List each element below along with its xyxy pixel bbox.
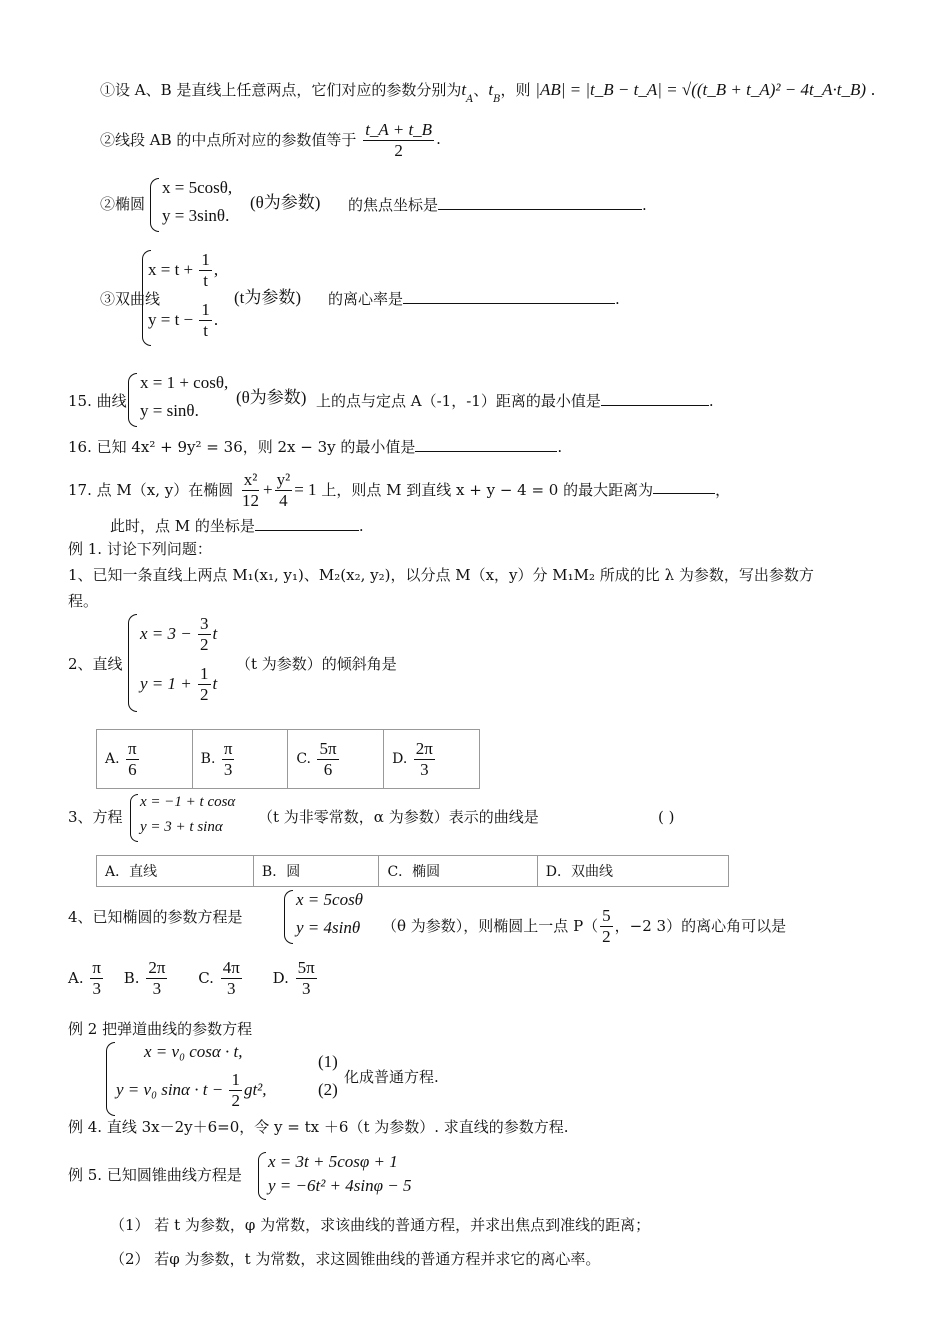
ex2-eq2-text: y = v₀ sinα · t − bbox=[116, 1080, 224, 1100]
q2-option-c-letter: C. bbox=[296, 751, 311, 767]
q2-options-table bbox=[96, 729, 480, 789]
ex5-q1: （1） 若 t 为参数，φ 为常数，求该曲线的普通方程，并求出焦点到准线的距离； bbox=[110, 1216, 651, 1234]
q2-option-c-den: 6 bbox=[323, 759, 333, 779]
ex1-q3-eq2: y = 3 + t sinα bbox=[140, 819, 223, 835]
q17: 17. 点 M（x, y）在椭圆 $\frac{\text{x²}}{12}$ + $\frac{\text{y²}}{4}$ = 1 上，则点 M 到直线 x + y − 4 = 0 的最大距离为 ， bbox=[68, 470, 731, 510]
q2-option-a-den: 6 bbox=[128, 759, 137, 779]
ex1-q2-label: 2、直线 bbox=[68, 655, 123, 673]
property-1-text: ①设 A、B 是直线上任意两点，它们对应的参数分别为 bbox=[100, 81, 462, 99]
ellipse-eq1: x = 5cosθ, bbox=[162, 178, 233, 197]
q3-option-b[interactable]: B．圆 bbox=[253, 856, 379, 887]
ex5-q2: （2） 若φ 为参数，t 为常数，求这圆锥曲线的普通方程并求它的离心率。 bbox=[110, 1250, 601, 1268]
ex2-brace bbox=[106, 1042, 115, 1116]
q4-option-b-letter: B. bbox=[123, 969, 140, 988]
ex1-q1-cont: 程。 bbox=[68, 592, 99, 610]
q2-option-b-den: 3 bbox=[223, 759, 233, 779]
ex1-title: 例 1. 讨论下列问题： bbox=[68, 540, 212, 558]
ex1-q2-brace bbox=[128, 614, 137, 712]
q2-option-d-letter: D. bbox=[392, 751, 408, 767]
q4-option-d-letter: D. bbox=[272, 969, 289, 988]
q17-coord: 此时，点 M 的坐标是 . bbox=[110, 517, 364, 535]
q3-options-table bbox=[96, 855, 729, 887]
hyperbola-label: ③双曲线 bbox=[100, 290, 161, 308]
q15-tail-text: 上的点与定点 A（-1，-1）距离的最小值是 bbox=[316, 392, 601, 410]
property-2-den: 2 bbox=[394, 140, 403, 160]
ellipse-label: ②椭圆 bbox=[100, 195, 146, 213]
q4-option-a-num: π bbox=[92, 958, 101, 977]
ellipse-answer-blank bbox=[438, 209, 642, 210]
hyperbola-frac1-den: t bbox=[203, 270, 209, 290]
q4-option-a-den: 3 bbox=[92, 978, 101, 998]
q17-text-b: 上，则点 M 到直线 x + y − 4 = 0 的最大距离为 bbox=[321, 481, 654, 500]
q2-option-d-num: 2π bbox=[415, 738, 433, 758]
hyperbola-frac2 bbox=[199, 300, 212, 340]
q16-answer-blank bbox=[415, 451, 557, 452]
ex1-q2-eq1: x = 3 − $\frac{3}{2}$ t bbox=[140, 614, 218, 654]
q15-param: (θ为参数) bbox=[236, 388, 307, 407]
ex2-eq1: x = v₀ cosα · t, bbox=[144, 1042, 243, 1061]
q17-text-a: 17. 点 M（x, y）在椭圆 bbox=[68, 481, 234, 500]
ex5-eq1: x = 3t + 5cosφ + 1 bbox=[268, 1152, 398, 1171]
ex1-q2-tail: （t 为参数）的倾斜角是 bbox=[236, 655, 397, 673]
q15-eq1: x = 1 + cosθ, bbox=[140, 373, 229, 392]
hyperbola-frac1 bbox=[199, 250, 212, 290]
property-1-sep: 、 bbox=[473, 81, 489, 99]
q15-brace bbox=[128, 373, 137, 427]
hyperbola-eq1-text: x = t + bbox=[148, 260, 194, 280]
q4-option-d-num: 5π bbox=[297, 958, 315, 977]
q2-option-a[interactable] bbox=[97, 730, 193, 789]
hyperbola-frac2-num: 1 bbox=[201, 300, 210, 319]
q2-option-d[interactable] bbox=[384, 730, 480, 789]
property-1-formula: |AB| = |t_B − t_A| = √((t_B + t_A)² − 4t_A·t_B) bbox=[535, 80, 867, 99]
q17-frac-x: $\frac{\text{x²}}{12}$ bbox=[242, 470, 260, 510]
ex1-q4-brace bbox=[284, 890, 293, 944]
ellipse-tail-text: 的焦点坐标是 bbox=[348, 196, 439, 214]
q4-option-b-num: 2π bbox=[148, 958, 166, 977]
q15-eq2: y = sinθ. bbox=[140, 401, 199, 420]
q4-option-c-num: 4π bbox=[222, 958, 240, 977]
property-2-num: t_A + t_B bbox=[365, 120, 433, 139]
ex1-q3-paren: ( ) bbox=[658, 808, 675, 826]
ex1-q3-brace bbox=[130, 794, 138, 842]
q2-option-a-letter: A. bbox=[105, 751, 120, 767]
q15-label: 15. 曲线 bbox=[68, 392, 127, 410]
property-1: ①设 A、B 是直线上任意两点，它们对应的参数分别为$t_A$、$t_B$，则 |AB| = |t_B − t_A| = √((t_B + t_A)² − 4t_A·t_B) . bbox=[100, 80, 876, 105]
ex1-q3-label: 3、方程 bbox=[68, 808, 123, 826]
q2-option-d-den: 3 bbox=[420, 759, 429, 779]
q4-option-b-den: 3 bbox=[152, 978, 162, 998]
q3-option-c[interactable]: C．椭圆 bbox=[379, 856, 537, 887]
ex5-title: 例 5. 已知圆锥曲线方程是 bbox=[68, 1166, 242, 1184]
q17-coord-blank bbox=[255, 530, 359, 531]
q17-distance-blank bbox=[653, 493, 715, 494]
q4-option-a-letter: A. bbox=[68, 969, 84, 988]
ex1-q4-label: 4、已知椭圆的参数方程是 bbox=[68, 908, 243, 926]
q16: 16. 已知 4x² + 9y² = 36，则 2x − 3y 的最小值是 . bbox=[68, 438, 563, 456]
property-2-fraction bbox=[363, 120, 434, 160]
ex2-eq-num-2: (2) bbox=[318, 1080, 338, 1099]
q2-option-b[interactable] bbox=[192, 730, 288, 789]
property-2: ②线段 AB 的中点所对应的参数值等于 $\frac{t\_A + t\_B}{2}$ . bbox=[100, 120, 441, 160]
q3-option-d[interactable]: D．双曲线 bbox=[537, 856, 728, 887]
ex1-q4-tail-text2: ，−2 3）的离心角可以是 bbox=[614, 917, 787, 936]
ex5-brace bbox=[258, 1152, 266, 1200]
q4-options bbox=[68, 958, 319, 998]
q3-option-a[interactable]: A．直线 bbox=[97, 856, 254, 887]
q4-option-d-den: 3 bbox=[301, 978, 311, 998]
hyperbola-tail-text: 的离心率是 bbox=[328, 290, 404, 308]
ex1-q4-eq2: y = 4sinθ bbox=[296, 918, 361, 937]
ex1-q2-eq1-text: x = 3 − bbox=[140, 624, 192, 644]
hyperbola-frac1-num: 1 bbox=[201, 250, 210, 269]
hyperbola-frac2-den: t bbox=[203, 320, 209, 340]
ex1-q2-eq2-text: y = 1 + bbox=[140, 674, 192, 694]
q4-option-a[interactable] bbox=[68, 958, 105, 998]
ellipse-tail: 的焦点坐标是 . bbox=[348, 196, 647, 214]
q17-frac-y: $\frac{\text{y²}}{4}$ bbox=[276, 470, 291, 510]
ex1-q3-tail: （t 为非零常数，α 为参数）表示的曲线是 bbox=[258, 808, 539, 826]
ellipse-param: (θ为参数) bbox=[250, 193, 321, 212]
ex1-q1: 1、已知一条直线上两点 M₁(x₁, y₁)、M₂(x₂, y₂)，以分点 M（x，y）分 M₁M₂ 所成的比 λ 为参数，写出参数方 bbox=[68, 566, 814, 584]
q17-text-c: 此时，点 M 的坐标是 bbox=[110, 517, 255, 535]
hyperbola-param: (t为参数) bbox=[234, 288, 302, 307]
ex4: 例 4. 直线 3x－2y＋6=0，令 y = tx ＋6（t 为参数）. 求直线的参数方程. bbox=[68, 1118, 569, 1136]
q15-answer-blank bbox=[601, 405, 709, 406]
hyperbola-tail: 的离心率是 . bbox=[328, 290, 620, 308]
q4-option-c-letter: C. bbox=[198, 969, 214, 988]
q2-option-b-letter: B. bbox=[200, 751, 216, 767]
hyperbola-eq2: y = t − $\frac{1}{t}$ . bbox=[148, 300, 219, 340]
q2-option-b-num: π bbox=[223, 738, 233, 758]
ex1-q4-eq1: x = 5cosθ bbox=[296, 890, 364, 909]
q16-text: 16. 已知 4x² + 9y² = 36，则 2x − 3y 的最小值是 bbox=[68, 438, 416, 456]
ex2-eq2: y = v₀ sinα · t − $\frac{1}{2}$ gt², bbox=[116, 1070, 267, 1110]
property-1-then: ，则 bbox=[500, 81, 531, 99]
q15-tail: 上的点与定点 A（-1，-1）距离的最小值是 . bbox=[316, 392, 714, 410]
ex5-eq2: y = −6t² + 4sinφ − 5 bbox=[268, 1176, 412, 1195]
hyperbola-answer-blank bbox=[403, 303, 615, 304]
property-2-text: ②线段 AB 的中点所对应的参数值等于 bbox=[100, 131, 357, 150]
hyperbola-eq1: x = t + $\frac{1}{t}$ , bbox=[148, 250, 219, 290]
q2-option-c[interactable] bbox=[288, 730, 384, 789]
ex1-q4-tail: （θ 为参数），则椭圆上一点 P（ $\frac{5}{2}$ ，−2 3）的离心角可以是 bbox=[382, 906, 787, 946]
ex2-title: 例 2 把弹道曲线的参数方程 bbox=[68, 1020, 253, 1038]
hyperbola-eq2-text: y = t − bbox=[148, 310, 194, 330]
ex2-tail: 化成普通方程. bbox=[344, 1068, 439, 1086]
ellipse-brace bbox=[150, 178, 159, 232]
q2-option-c-num: 5π bbox=[319, 738, 337, 758]
ex1-q2-eq2: y = 1 + $\frac{1}{2}$ t bbox=[140, 664, 218, 704]
ex2-eq-num-1: (1) bbox=[318, 1052, 338, 1071]
ellipse-eq2: y = 3sinθ. bbox=[162, 206, 230, 225]
ex1-q4-tail-text: （θ 为参数），则椭圆上一点 P（ bbox=[382, 917, 599, 936]
ex2-eq2-tail: gt², bbox=[243, 1080, 267, 1100]
q2-option-a-num: π bbox=[128, 738, 137, 758]
q4-option-c-den: 3 bbox=[227, 978, 236, 998]
ex1-q3-eq1: x = −1 + t cosα bbox=[140, 794, 236, 810]
